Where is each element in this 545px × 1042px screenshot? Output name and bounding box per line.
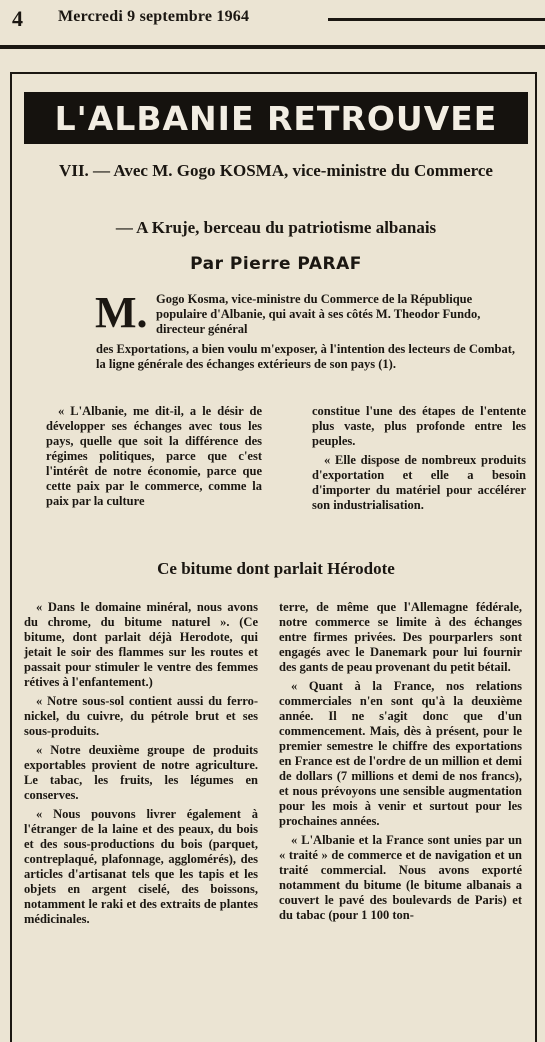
section-heading: Ce bitume dont parlait Hérodote [157, 559, 395, 578]
paragraph: terre, de même que l'Allemagne fédérale, notre commerce se limite à des échanges entre firmes privées. Des pourparlers sont engagés avec le Danemark pour lui fournir des gants de peau provenant du petit bétail. [279, 600, 522, 674]
article-subtitle-2: — A Kruje, berceau du patriotisme albanais [115, 218, 437, 237]
header-rule [328, 18, 545, 21]
page-number: 4 [12, 6, 23, 31]
paragraph: « Dans le domaine minéral, nous avons du chrome, du bitume naturel ». (Ce bitume, dont parlait déjà Herodote, qui jetait le soir des flammes sur les routes et passait pour stimuler le ventre des femmes rétives à l'enfantement.) [24, 600, 258, 689]
paragraph: « Quant à la France, nos relations commerciales n'en sont qu'à la deuxième année. Il ne s'agit donc que d'un commencement. Mais, dès à présent, pour le premier semestre le chiffre des exportations en France est de l'ordre de un million et demi de dollars (7 millions et demi de nos francs), et nous prévoyons une sensible augmentation pour les mois à venir et surtout pour les prochaines années. [279, 679, 522, 828]
top-divider [0, 45, 545, 49]
issue-date: Mercredi 9 septembre 1964 [58, 8, 250, 25]
column-3 [24, 600, 258, 931]
byline: Par Pierre PARAF [190, 254, 362, 274]
paragraph: « L'Albanie et la France sont unies par un « traité » de commerce et de navigation et un traité commercial. Nous avons exporté notamment du bitume (le bitume albanais a couvert le pavé des boulevards de Paris) et du tabac (pour 1 100 ton- [279, 833, 522, 922]
paragraph: « Notre deuxième groupe de produits exportables provient de notre agriculture. Le tabac, les fruits, les légumes en conserves. [24, 743, 258, 802]
column-1 [46, 404, 262, 513]
paragraph: « L'Albanie, me dit-il, a le désir de développer ses échanges avec tous les pays, quelle que soit la différence des régimes politiques, parce que c'est l'intérêt de notre économie, parce que cette paix par le commerce, comme la paix par la culture [46, 404, 262, 508]
column-2 [312, 404, 526, 517]
article-subtitle-1: VII. — Avec M. Gogo KOSMA, vice-ministre du Commerce [59, 161, 493, 180]
paragraph: « Elle dispose de nombreux produits d'exportation et elle a besoin d'importer du matériel pour accélérer son industrialisation. [312, 453, 526, 512]
intro-paragraph-part-1: Gogo Kosma, vice-ministre du Commerce de la République populaire d'Albanie, qui avait à ses côtés M. Theodor Fundo, directeur général [156, 292, 481, 336]
column-4 [279, 600, 522, 927]
drop-cap: M. [95, 288, 148, 337]
article-banner: L'ALBANIE RETROUVEE [24, 92, 528, 144]
paragraph: « Nous pouvons livrer également à l'étranger de la laine et des peaux, du bois et des sous-productions du bois (parquet, contreplaqué, plafonnage, agglomérés), des articles d'artisanat tels que les tapis et les objets en argent ciselé, des boissons, notamment le raki et des extraits de plantes médicinales. [24, 807, 258, 926]
intro-paragraph-part-2: des Exportations, a bien voulu m'exposer, à l'intention des lecteurs de Combat, la ligne générale des échanges extérieurs de son pays (1). [96, 342, 516, 371]
paragraph: constitue l'une des étapes de l'entente plus vaste, plus profonde entre les peuples. [312, 404, 526, 448]
paragraph: « Notre sous-sol contient aussi du ferro-nickel, du cuivre, du pétrole brut et ses sous-produits. [24, 694, 258, 738]
